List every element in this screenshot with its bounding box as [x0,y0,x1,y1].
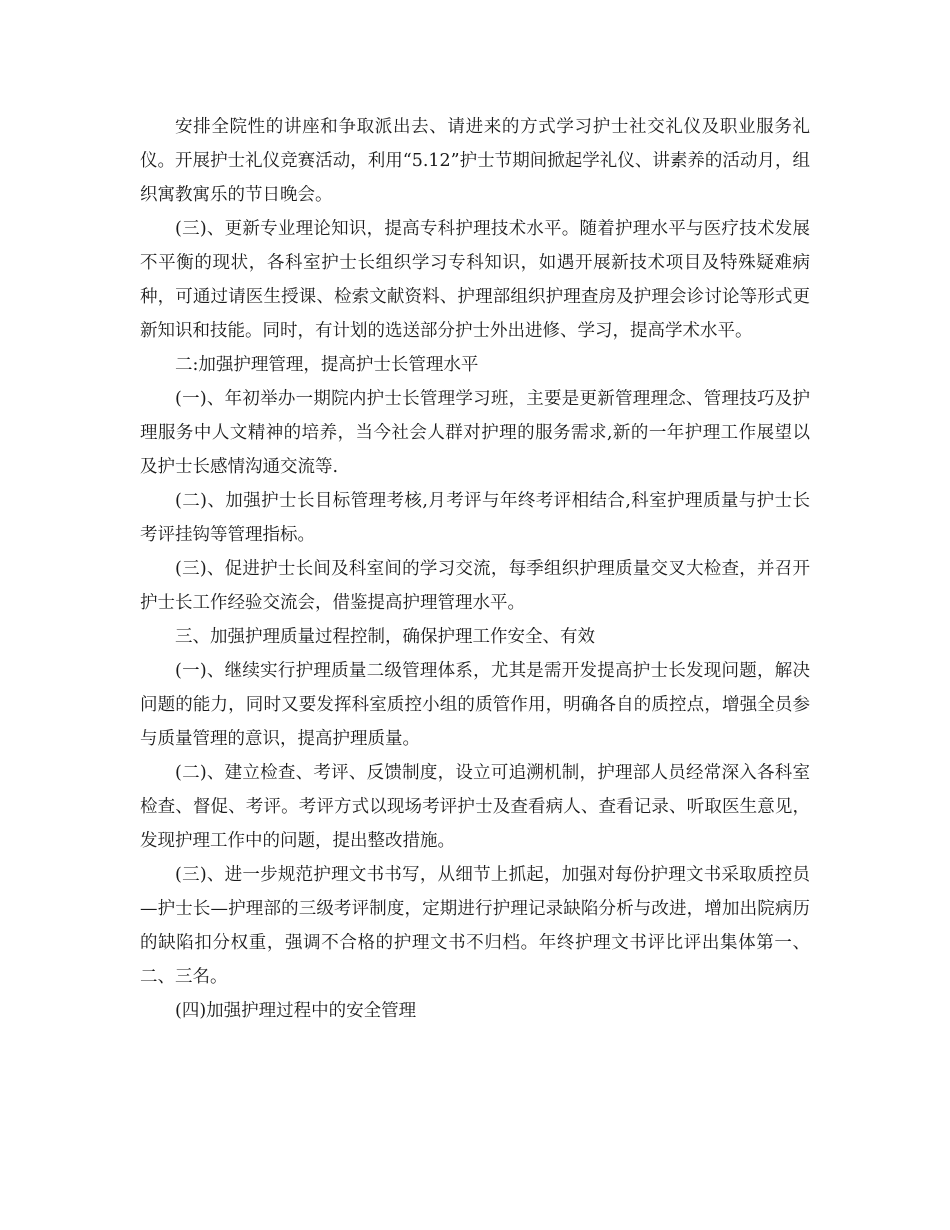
document-page [140,110,810,1028]
paragraph-two-level-system: (一)、继续实行护理质量二级管理体系，尤其是需开发提高护士长发现问题，解决问题的能力，同时又要发挥科室质控小组的质管作用，明确各自的质控点，增强全员参与质量管理的意识，提高护理质量。 [140,661,810,749]
paragraph-etiquette-training: 安排全院性的讲座和争取派出去、请进来的方式学习护士社交礼仪及职业服务礼仪。开展护士礼仪竞赛活动，利用“5.12”护士节期间掀起学礼仪、讲素养的活动月，组织寓教寓乐的节日晚会。 [140,117,810,205]
paragraph-feedback-system: (二)、建立检查、考评、反馈制度，设立可追溯机制，护理部人员经常深入各科室检查、督促、考评。考评方式以现场考评护士及查看病人、查看记录、听取医生意见，发现护理工作中的问题，提出整改措施。 [140,763,810,851]
paragraph-target-assessment: (二)、加强护士长目标管理考核,月考评与年终考评相结合,科室护理质量与护士长考评挂钩等管理指标。 [140,491,810,545]
paragraph-safety-management: (四)加强护理过程中的安全管理 [175,1001,417,1021]
section-heading-management: 二:加强护理管理，提高护士长管理水平 [175,355,479,375]
paragraph-documentation: (三)、进一步规范护理文书书写，从细节上抓起，加强对每份护理文书采取质控员—护士长—护理部的三级考评制度，定期进行护理记录缺陷分析与改进，增加出院病历的缺陷扣分权重，强调不合格的护理文书不归档。年终护理文书评比评出集体第一、二、三名。 [140,865,810,987]
paragraph-head-nurse-training: (一)、年初举办一期院内护士长管理学习班，主要是更新管理理念、管理技巧及护理服务中人文精神的培养，当今社会人群对护理的服务需求,新的一年护理工作展望以及护士长感情沟通交流等. [140,389,810,477]
section-heading-quality-control: 三、加强护理质量过程控制，确保护理工作安全、有效 [175,627,595,647]
paragraph-exchange: (三)、促进护士长间及科室间的学习交流，每季组织护理质量交叉大检查，并召开护士长工作经验交流会，借鉴提高护理管理水平。 [140,559,810,613]
paragraph-update-knowledge: (三)、更新专业理论知识，提高专科护理技术水平。随着护理水平与医疗技术发展不平衡的现状，各科室护士长组织学习专科知识，如遇开展新技术项目及特殊疑难病种，可通过请医生授课、检索文献资料、护理部组织护理查房及护理会诊讨论等形式更新知识和技能。同时，有计划的选送部分护士外出进修、学习，提高学术水平。 [140,219,810,341]
